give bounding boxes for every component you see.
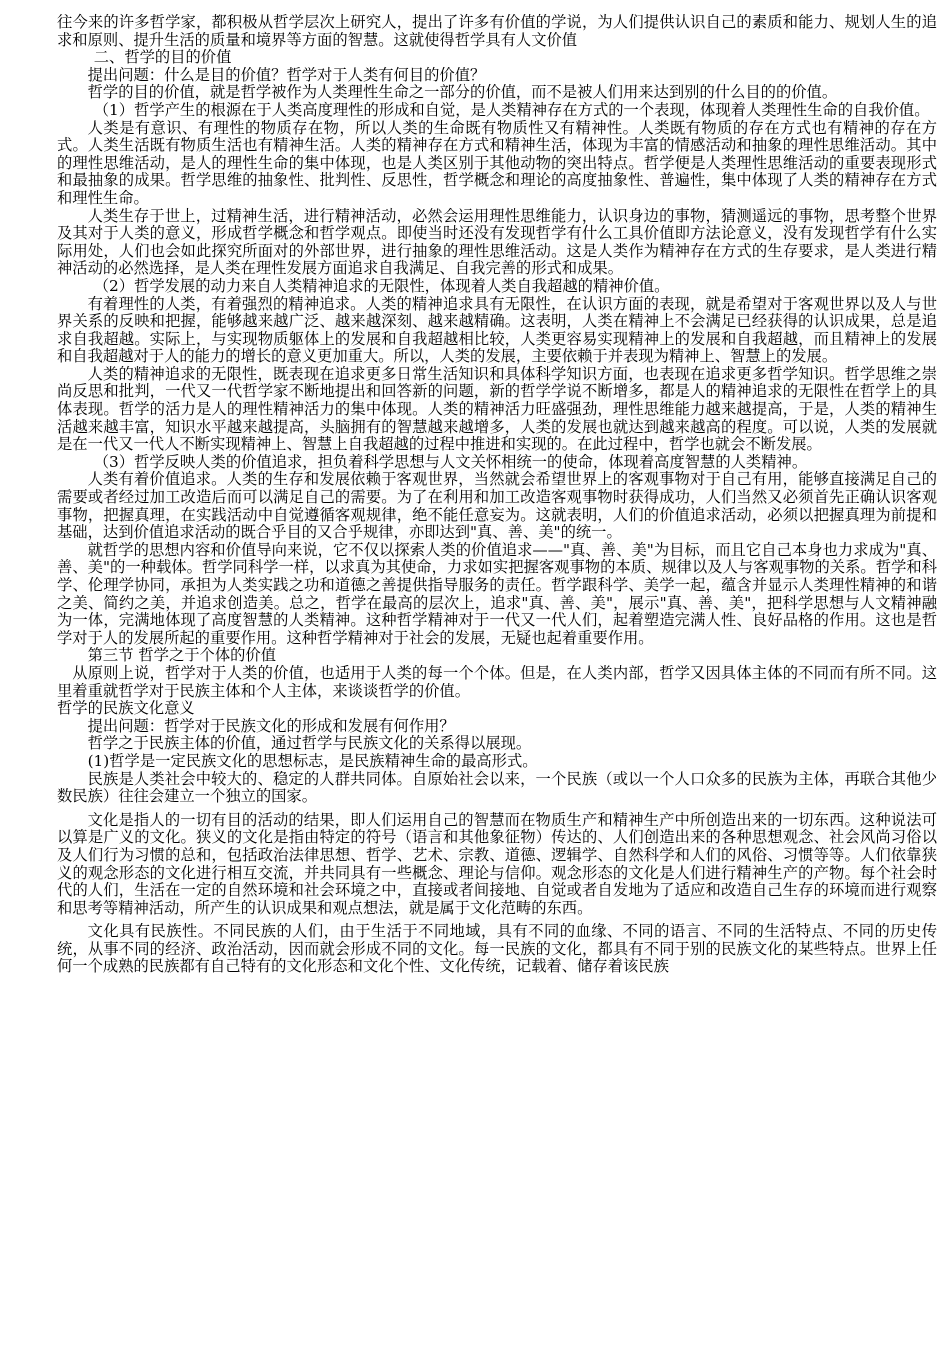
paragraph: 就哲学的思想内容和价值导向来说，它不仅以探索人类的价值追求——"真、善、美"为目标，而且它自己本身也力求成为"真、善、美"的一种载体。哲学同科学一样，以求真为其使命，力求如实把握客观事物的本质、规律以及人与客观事物的关系。哲学和科学、伦理学协同，承担为人类实践之功和道德之善提供指导服务的责任。哲学跟科学、美学一起，蕴含并显示人类理性精神的和谐之美、简约之美，并追求创造美。总之，哲学在最高的层次上，追求"真、善、美"，展示"真、善、美"，把科学思想与人文精神融为一体，完满地体现了高度智慧的人类精神。这种哲学精神对于一代又一代人们，起着塑造完满人性、良好品格的作用。这也是哲学对于人的发展所起的重要作用。这种哲学精神对于社会的发展，无疑也起着重要作用。 <box>57 540 937 647</box>
paragraph: 人类的精神追求的无限性，既表现在追求更多日常生活知识和具体科学知识方面，也表现在追求更多哲学知识。哲学思维之崇尚反思和批判，一代又一代哲学家不断地提出和回答新的问题，新的哲学学说不断增多，都是人的精神追求的无限性在哲学上的具体表现。哲学的活力是人的理性精神活力的集中体现。人类的精神活力旺盛强劲，理性思维能力越来越提高，于是，人类的精神生活越来越丰富，知识水平越来越提高，头脑拥有的智慧越来越增多，人类的发展也就达到越来越高的程度。可以说，人类的发展就是在一代又一代人不断实现精神上、智慧上自我超越的过程中推进和实现的。在此过程中，哲学也就会不断发展。 <box>57 364 937 454</box>
paragraph: 从原则上说，哲学对于人类的价值，也适用于人类的每一个个体。但是，在人类内部，哲学又因具体主体的不同而有所不同。这里着重就哲学对于民族主体和个人主体，来谈谈哲学的价值。 <box>57 663 937 700</box>
paragraph: 文化是指人的一切有目的活动的结果，即人们运用自己的智慧而在物质生产和精神生产中所创造出来的一切东西。这种说法可以算是广义的文化。狭义的文化是指由特定的符号（语言和其他象征物）传达的、人们创造出来的各种思想观念、社会风尚习俗以及人们行为习惯的总和，包括政治法律思想、哲学、艺术、宗教、道德、逻辑学、自然科学和人们的风俗、习惯等等。人们依靠狭义的观念形态的文化进行相互交流，并共同具有一些概念、理论与信仰。观念形态的文化是人们进行精神生产的产物。每个社会时代的人们，生活在一定的自然环境和社会环境之中，直接或者间接地、自觉或者自发地为了适应和改造自己生存的环境而进行观察和思考等精神活动，所产生的认识成果和观点想法，就是属于文化范畴的东西。 <box>57 810 937 917</box>
paragraph: 民族是人类社会中较大的、稳定的人群共同体。自原始社会以来，一个民族（或以一个人口众多的民族为主体，再联合其他少数民族）往往会建立一个独立的国家。 <box>57 769 937 806</box>
paragraph: （1）哲学产生的根源在于人类高度理性的形成和自觉，是人类精神存在方式的一个表现，体现着人类理性生命的自我价值。 <box>93 100 930 119</box>
paragraph: 人类是有意识、有理性的物质存在物，所以人类的生命既有物质性又有精神性。人类既有物质的存在方式也有精神的存在方式。人类生活既有物质生活也有精神生活。人类的精神存在方式和精神生活，体现为丰富的情感活动和抽象的理性思维活动。其中的理性思维活动，是人的理性生命的集中体现，也是人类区别于其他动物的突出特点。哲学便是人类理性思维活动的重要表现形式和最抽象的成果。哲学思维的抽象性、批判性、反思性，哲学概念和理论的高度抽象性、普遍性，集中体现了人类的精神存在方式和理性生命。 <box>57 118 937 207</box>
paragraph: 提出问题：什么是目的价值？哲学对于人类有何目的价值？ <box>87 65 486 84</box>
paragraph: 往今来的许多哲学家，都积极从哲学层次上研究人，提出了许多有价值的学说，为人们提供认识自己的素质和能力、规划人生的追求和原则、提升生活的质量和境界等方面的智慧。这就使得哲学具有人文价值 <box>57 13 937 49</box>
paragraph: 有着理性的人类，有着强烈的精神追求。人类的精神追求具有无限性，在认识方面的表现，就是希望对于客观世界以及人与世界关系的反映和把握，能够越来越广泛、越来越深刻、越来越精确。这表明，人类在精神上不会满足已经获得的认识成果，总是追求自我超越。实际上，与实现物质躯体上的发展和自我超越相比较，人类更容易实现精神上的发展和自我超越，而且精神上的发展和自我超越对于人的能力的增长的意义更加重大。所以，人类的发展，主要依赖于并表现为精神上、智慧上的发展。 <box>57 294 937 366</box>
paragraph: （3）哲学反映人类的价值追求，担负着科学思想与人文关怀相统一的使命，体现着高度智慧的人类精神。 <box>93 452 808 471</box>
paragraph: （2）哲学发展的动力来自人类精神追求的无限性，体现着人类自我超越的精神价值。 <box>93 276 670 295</box>
paragraph: 哲学之于民族主体的价值，通过哲学与民族文化的关系得以展现。 <box>87 734 532 753</box>
paragraph: 哲学的民族文化意义 <box>57 699 195 718</box>
paragraph: 二、哲学的目的价值 <box>93 48 232 67</box>
paragraph: 第三节 哲学之于个体的价值 <box>87 646 277 665</box>
paragraph: (1)哲学是一定民族文化的思想标志，是民族精神生命的最高形式。 <box>87 751 538 770</box>
paragraph: 人类有着价值追求。人类的生存和发展依赖于客观世界，当然就会希望世界上的客观事物对于自己有用，能够直接满足自己的需要或者经过加工改造后而可以满足自己的需要。为了在利用和加工改造客观事物时获得成功，人们当然又必须首先正确认识客观事物，把握真理，在实践活动中自觉遵循客观规律，绝不能任意妄为。这就表明，人们的价值追求活动，必须以把握真理为前提和基础，达到价值追求活动的既合乎目的又合乎规律，亦即达到"真、善、美"的统一。 <box>57 470 937 542</box>
paragraph: 人类生存于世上，过精神生活，进行精神活动，必然会运用理性思维能力，认识身边的事物，猜测遥远的事物，思考整个世界及其对于人类的意义，形成哲学概念和哲学观点。即使当时还没有发现哲学有什么工具价值即方法论意义，没有发现哲学有什么实际用处，人们也会如此探究所面对的外部世界，进行抽象的理性思维活动。这是人类作为精神存在方式的生存要求，是人类进行精神活动的必然选择，是人类在理性发展方面追求自我满足、自我完善的形式和成果。 <box>57 206 937 278</box>
paragraph: 提出问题：哲学对于民族文化的形成和发展有何作用？ <box>87 716 455 735</box>
paragraph: 哲学的目的价值，就是哲学被作为人类理性生命之一部分的价值，而不是被人们用来达到别的什么目的的价值。 <box>87 83 838 102</box>
paragraph: 文化具有民族性。不同民族的人们，由于生活于不同地域，具有不同的血缘、不同的语言、不同的生活特点、不同的历史传统，从事不同的经济、政治活动，因而就会形成不同的文化。每一民族的文化，都具有不同于别的民族文化的某些特点。世界上任何一个成熟的民族都有自己特有的文化形态和文化个性、文化传统，记载着、储存着该民族 <box>57 922 937 976</box>
